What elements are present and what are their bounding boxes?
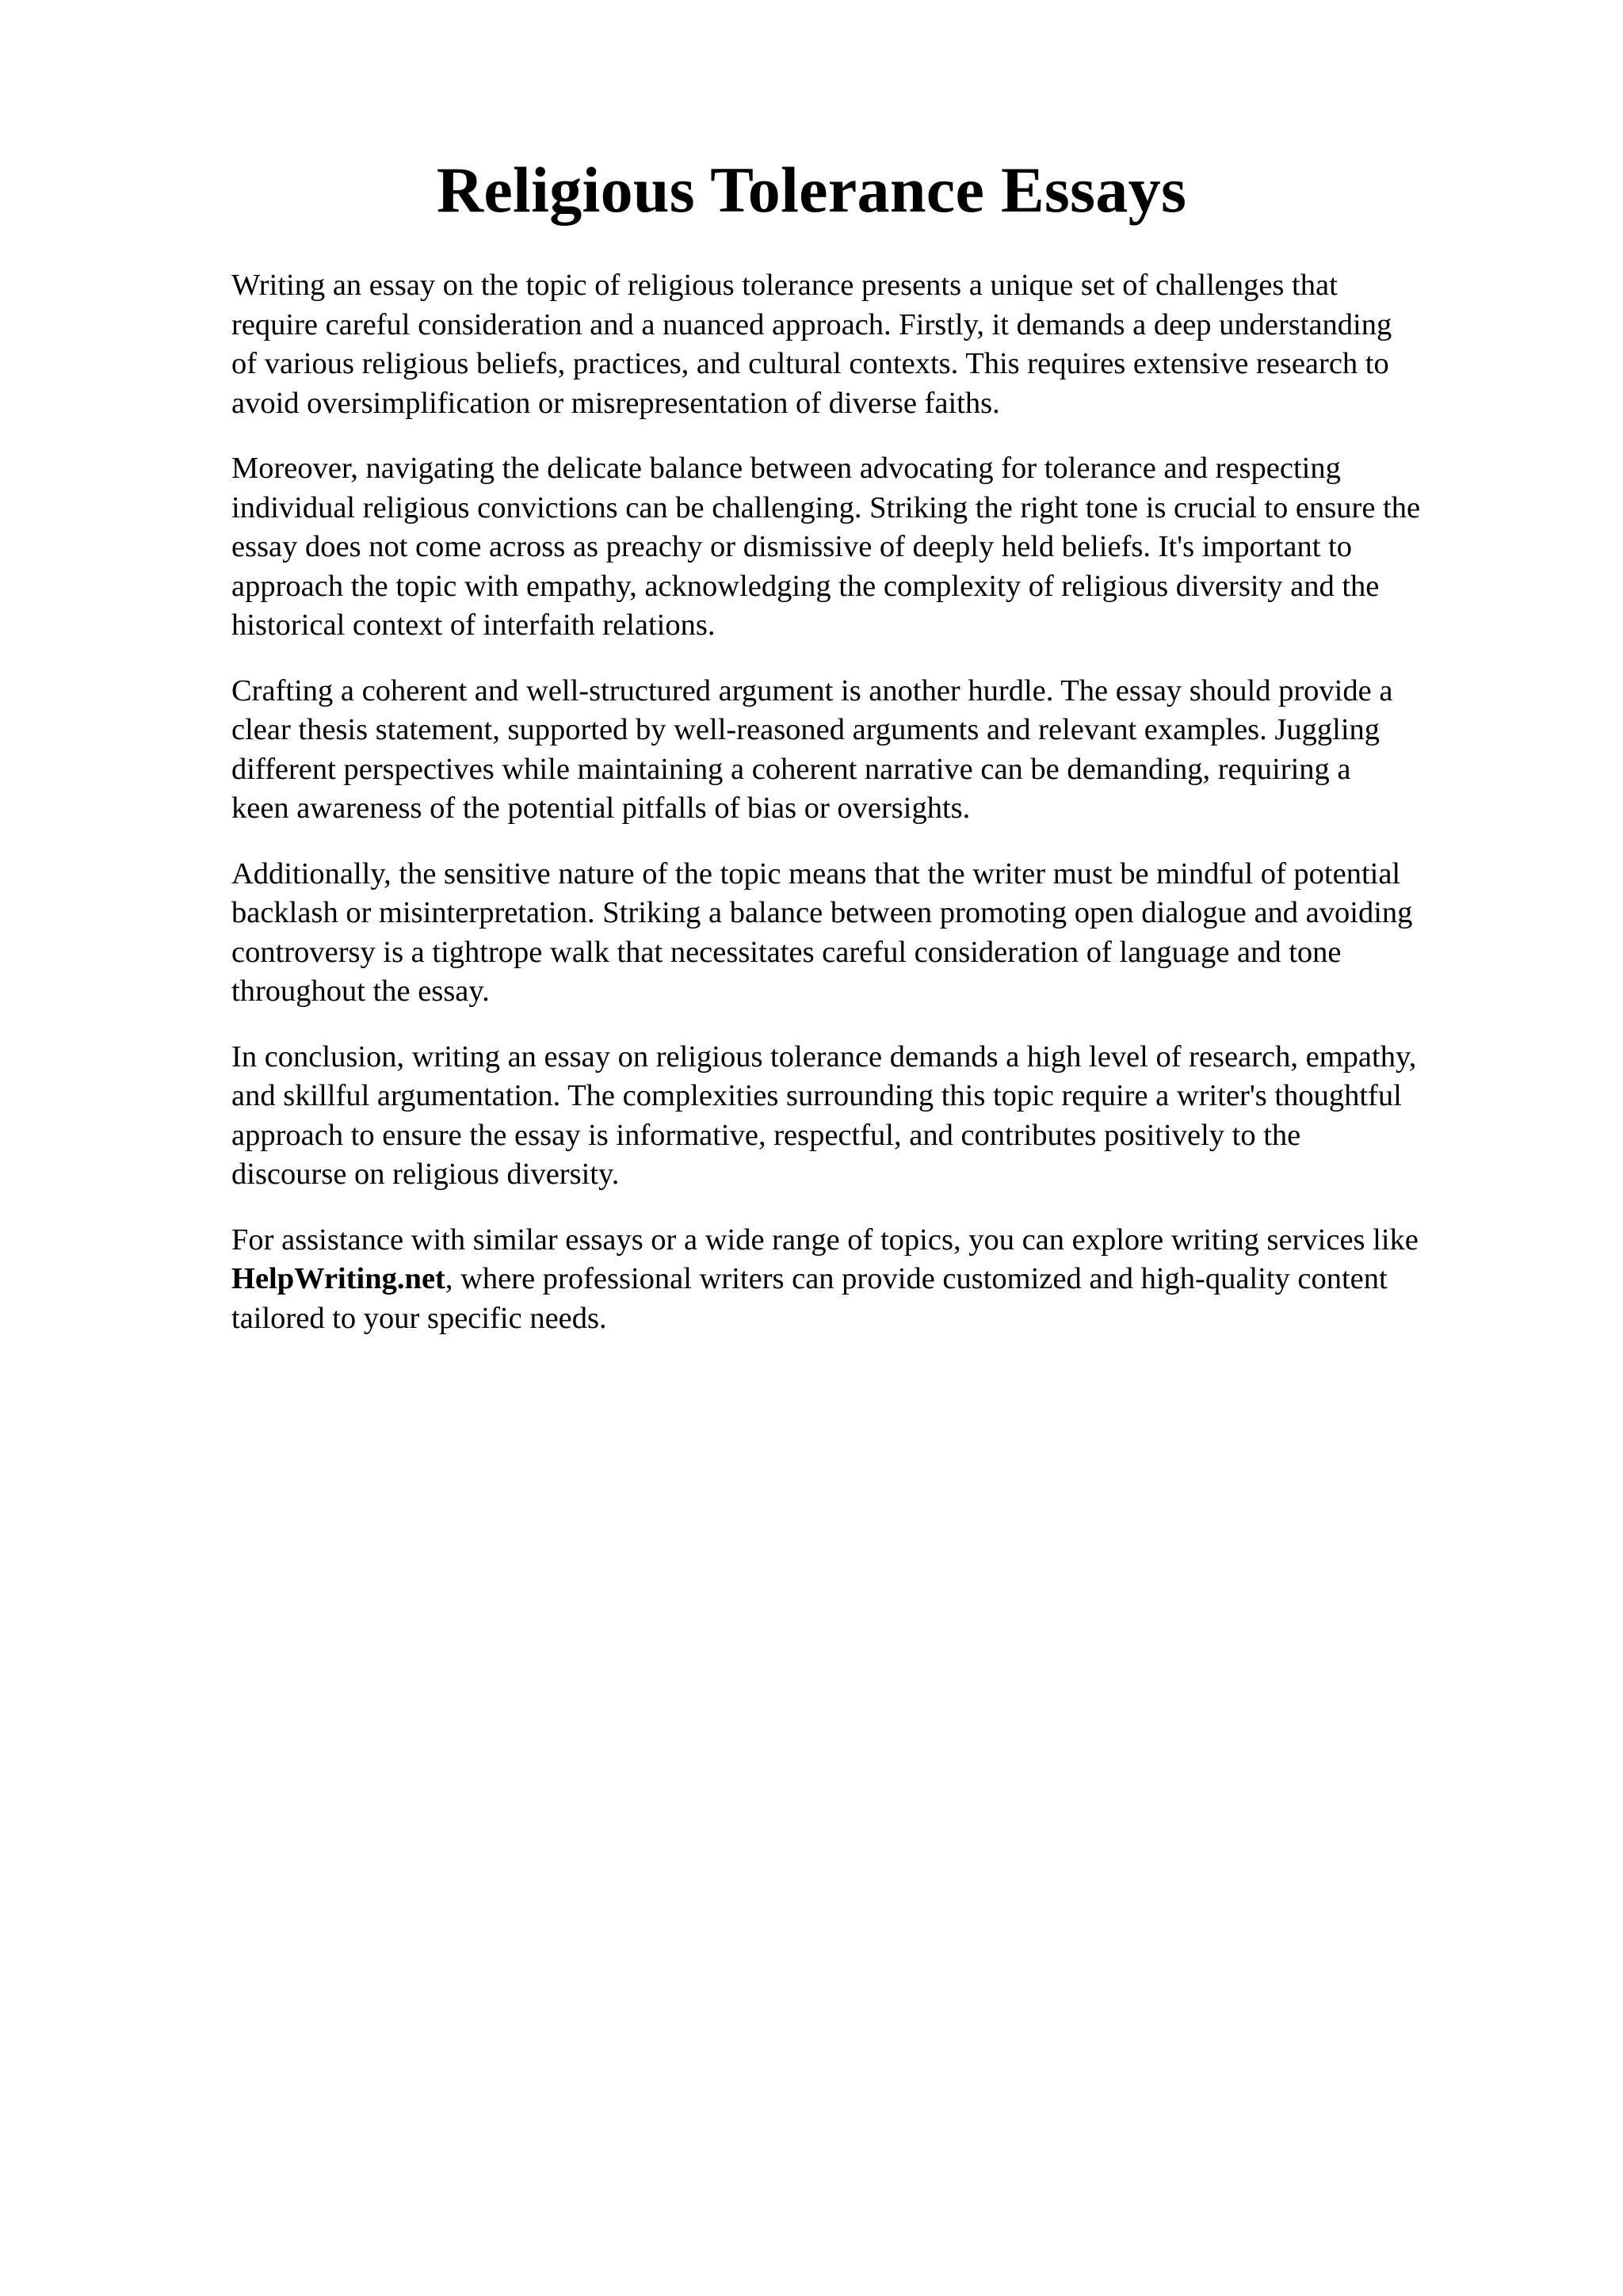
paragraph-2: [231, 449, 1531, 646]
closing-paragraph: [231, 1221, 1531, 1339]
paragraph-line: individual religious convictions can be challenging. Striking the right tone is crucial to ensure the: [231, 490, 1421, 524]
paragraph-line: Moreover, navigating the delicate balance between advocating for tolerance and respecting: [231, 452, 1341, 485]
paragraph-4: [231, 855, 1531, 1012]
paragraph-line: keen awareness of the potential pitfalls of bias or oversights.: [231, 791, 971, 825]
paragraph-line: and skillful argumentation. The complexities surrounding this topic require a writer's thoughtful: [231, 1079, 1402, 1112]
paragraph-1: [231, 266, 1531, 423]
paragraph-3: [231, 672, 1531, 829]
paragraph-line: controversy is a tightrope walk that necessitates careful consideration of language and tone: [231, 935, 1342, 969]
paragraph-5: [231, 1038, 1531, 1195]
paragraph-line: In conclusion, writing an essay on religious tolerance demands a high level of research, empathy,: [231, 1039, 1417, 1074]
paragraph-line: approach to ensure the essay is informative, respectful, and contributes positively to the: [231, 1118, 1301, 1152]
paragraph-line: Writing an essay on the topic of religious tolerance presents a unique set of challenges that: [231, 269, 1338, 302]
document-body: [231, 266, 1531, 1364]
paragraph-line: avoid oversimplification or misrepresentation of diverse faiths.: [231, 386, 1000, 420]
paragraph-line: Crafting a coherent and well-structured argument is another hurdle. The essay should provide a: [231, 673, 1393, 707]
paragraph-line: Additionally, the sensitive nature of the topic means that the writer must be mindful of potential: [231, 856, 1401, 891]
paragraph-line: backlash or misinterpretation. Striking a balance between promoting open dialogue and avoiding: [231, 896, 1413, 929]
paragraph-line: throughout the essay.: [231, 974, 490, 1008]
paragraph-line: require careful consideration and a nuanced approach. Firstly, it demands a deep understanding: [231, 307, 1392, 341]
paragraph-line: For assistance with similar essays or a wide range of topics, you can explore writing services like: [231, 1222, 1419, 1257]
paragraph-line: different perspectives while maintaining a coherent narrative can be demanding, requiring a: [231, 752, 1351, 786]
document-title: Religious Tolerance Essays: [436, 154, 1187, 226]
paragraph-line: discourse on religious diversity.: [231, 1158, 620, 1191]
paragraph-line: clear thesis statement, supported by well-reasoned arguments and relevant examples. Juggling: [231, 713, 1381, 746]
closing-line-rest: , where professional writers can provide customized and high-quality content: [445, 1262, 1388, 1295]
helpwriting-link[interactable]: HelpWriting.net: [231, 1262, 445, 1295]
paragraph-line: essay does not come across as preachy or dismissive of deeply held beliefs. It's important to: [231, 530, 1352, 563]
paragraph-line: [231, 1260, 1531, 1299]
paragraph-line: historical context of interfaith relations.: [231, 608, 716, 642]
paragraph-line: of various religious beliefs, practices, and cultural contexts. This requires extensive research to: [231, 347, 1389, 380]
paragraph-line: approach the topic with empathy, acknowledging the complexity of religious diversity and the: [231, 569, 1380, 603]
paragraph-line: tailored to your specific needs.: [231, 1301, 607, 1335]
